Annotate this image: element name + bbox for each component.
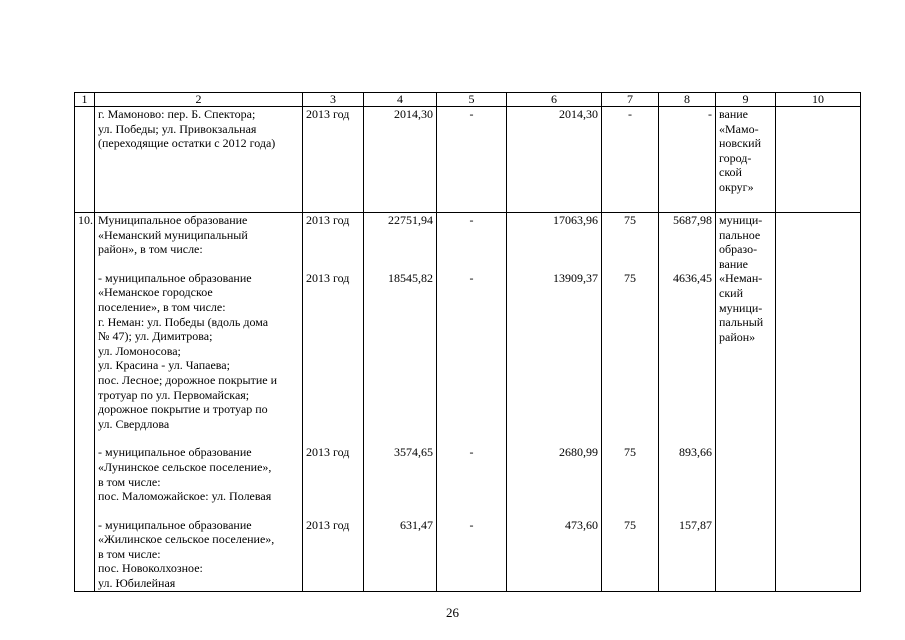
col10-cell [776,213,861,592]
col10-cell [776,107,861,213]
col8-cell: - [659,107,716,213]
header-cell: 4 [364,93,437,107]
object-name: Муниципальное образование «Неманский муниципальный район», в том числе: - муниципальное образование «Неманское городское поселение», в том числе: г. Неман: ул. Победы (вдоль дома № 47); ул. Димитрова; ул. Ломоносова; ул. Красина - ул. Чапаева; пос. Лесное; дорожное покрытие и тротуар по ул. Первомайская; дорожное покрытие и тротуар по ул. Свердлова - муниципальное образование «Лунинское сельское поселение», в том числе: пос. Маломожайское: ул. Полевая - муниципальное образование «Жилинское сельское поселение», в том числе: пос. Новоколхозное: ул. Юбилейная [95,213,303,592]
header-cell: 7 [602,93,659,107]
header-cell: 10 [776,93,861,107]
row-number: 10. [75,213,95,592]
header-cell: 8 [659,93,716,107]
object-name: г. Мамоново: пер. Б. Спектора; ул. Победы; ул. Привокзальная (переходящие остатки с 2012 года) [95,107,303,213]
table-row [75,213,861,592]
budget-table [74,92,861,592]
page-number: 26 [446,605,459,620]
header-cell: 2 [95,93,303,107]
total-cell: 2014,30 [364,107,437,213]
row-number [75,107,95,213]
year-cell: 2013 год 2013 год 2013 год 2013 год [303,213,364,592]
header-cell: 9 [716,93,776,107]
table-header-row [75,93,861,107]
col6-cell: 17063,96 13909,37 2680,99 473,60 [507,213,602,592]
col5-cell: - [437,107,507,213]
year-cell: 2013 год [303,107,364,213]
recipient-cell: вание «Мамо- новский город- ской округ» [716,107,776,213]
col7-cell: - [602,107,659,213]
header-cell: 5 [437,93,507,107]
col6-cell: 2014,30 [507,107,602,213]
total-cell: 22751,94 18545,82 3574,65 631,47 [364,213,437,592]
recipient-cell: муници- пальное образо- вание «Неман- ский муници- пальный район» [716,213,776,592]
col8-cell: 5687,98 4636,45 893,66 157,87 [659,213,716,592]
header-cell: 1 [75,93,95,107]
col5-cell: - - - - [437,213,507,592]
table-row [75,107,861,213]
header-cell: 6 [507,93,602,107]
header-cell: 3 [303,93,364,107]
col7-cell: 75 75 75 75 [602,213,659,592]
